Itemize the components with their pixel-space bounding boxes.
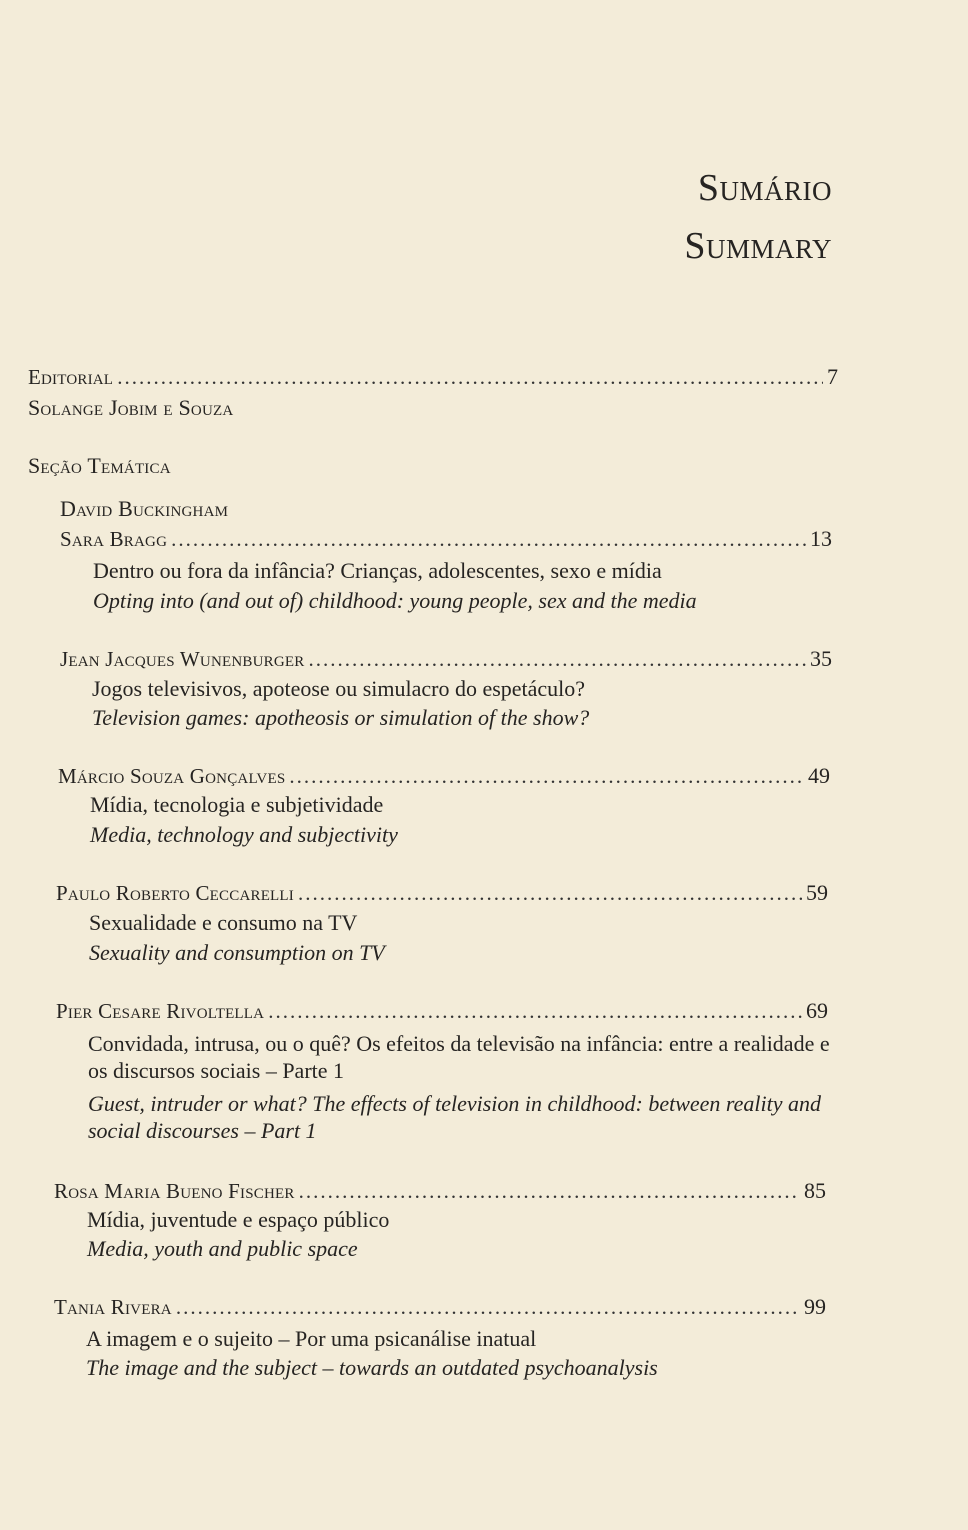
toc-page-number: 35: [810, 646, 832, 671]
leader-dots: [298, 881, 802, 906]
toc-entry-title-en: The image and the subject – towards an outdated psychoanalysis: [86, 1355, 658, 1380]
toc-entry-line: [60, 646, 832, 672]
toc-entry-author: Jean Jacques Wunenburger: [60, 647, 305, 671]
toc-page-number: 69: [806, 998, 828, 1023]
toc-entry-author: Paulo Roberto Ceccarelli: [56, 881, 294, 905]
toc-section-label: Seção Temática: [28, 453, 171, 478]
toc-entry-line: [60, 526, 832, 552]
toc-entry-title-pt: Sexualidade e consumo na TV: [89, 910, 358, 935]
leader-dots: [268, 999, 802, 1024]
leader-dots: [299, 1179, 800, 1204]
toc-entry-title-en: Media, technology and subjectivity: [90, 822, 398, 847]
toc-entry-title-en: Television games: apotheosis or simulation of the show?: [92, 705, 590, 730]
toc-entry-title-en: Media, youth and public space: [87, 1236, 358, 1261]
toc-page-number: 99: [804, 1294, 826, 1319]
toc-entry-title-en: Guest, intruder or what? The effects of television in childhood: between reality and social discourses – Part 1: [88, 1091, 822, 1143]
toc-editorial-author: Solange Jobim e Souza: [28, 395, 234, 420]
leader-dots: [308, 647, 806, 672]
toc-page-number: 49: [808, 763, 830, 788]
toc-entry-line: [56, 880, 828, 906]
toc-entry-author: Sara Bragg: [60, 527, 168, 551]
leader-dots: [117, 365, 823, 390]
leader-dots: [176, 1295, 800, 1320]
toc-entry-title-pt: Convidada, intrusa, ou o quê? Os efeitos da televisão na infância: entre a realidade e os discursos sociais – Parte 1: [88, 1031, 830, 1083]
page-title-pt: Sumário: [697, 167, 832, 209]
toc-entry-title-en: Opting into (and out of) childhood: young people, sex and the media: [93, 588, 697, 613]
toc-page-number: 7: [827, 364, 838, 389]
page-title-en: Summary: [684, 225, 832, 267]
toc-entry-line: [56, 998, 828, 1024]
toc-page-number: 85: [804, 1178, 826, 1203]
toc-entry-line: [54, 1178, 826, 1204]
toc-page-number: 59: [806, 880, 828, 905]
toc-entry-line: [54, 1294, 826, 1320]
toc-entry-author: Pier Cesare Rivoltella: [56, 999, 265, 1023]
toc-entry-author: David Buckingham: [60, 496, 229, 521]
toc-entry-author: Rosa Maria Bueno Fischer: [54, 1179, 295, 1203]
toc-entry-author: Tania Rivera: [54, 1295, 172, 1319]
toc-entry-title-pt: Mídia, juventude e espaço público: [87, 1207, 390, 1232]
toc-page-number: 13: [810, 526, 832, 551]
toc-entry-author: Márcio Souza Gonçalves: [58, 764, 286, 788]
toc-editorial-line: [28, 364, 838, 390]
toc-entry-title-pt: Mídia, tecnologia e subjetividade: [90, 792, 384, 817]
toc-editorial-label: Editorial: [28, 365, 114, 389]
toc-entry-line: [58, 763, 830, 789]
leader-dots: [171, 527, 806, 552]
toc-entry-title-pt: Dentro ou fora da infância? Crianças, adolescentes, sexo e mídia: [93, 558, 662, 583]
leader-dots: [289, 764, 804, 789]
toc-entry-title-pt: A imagem e o sujeito – Por uma psicanálise inatual: [86, 1326, 537, 1351]
toc-entry-title-pt: Jogos televisivos, apoteose ou simulacro do espetáculo?: [92, 676, 586, 701]
toc-entry-title-en: Sexuality and consumption on TV: [89, 940, 385, 965]
